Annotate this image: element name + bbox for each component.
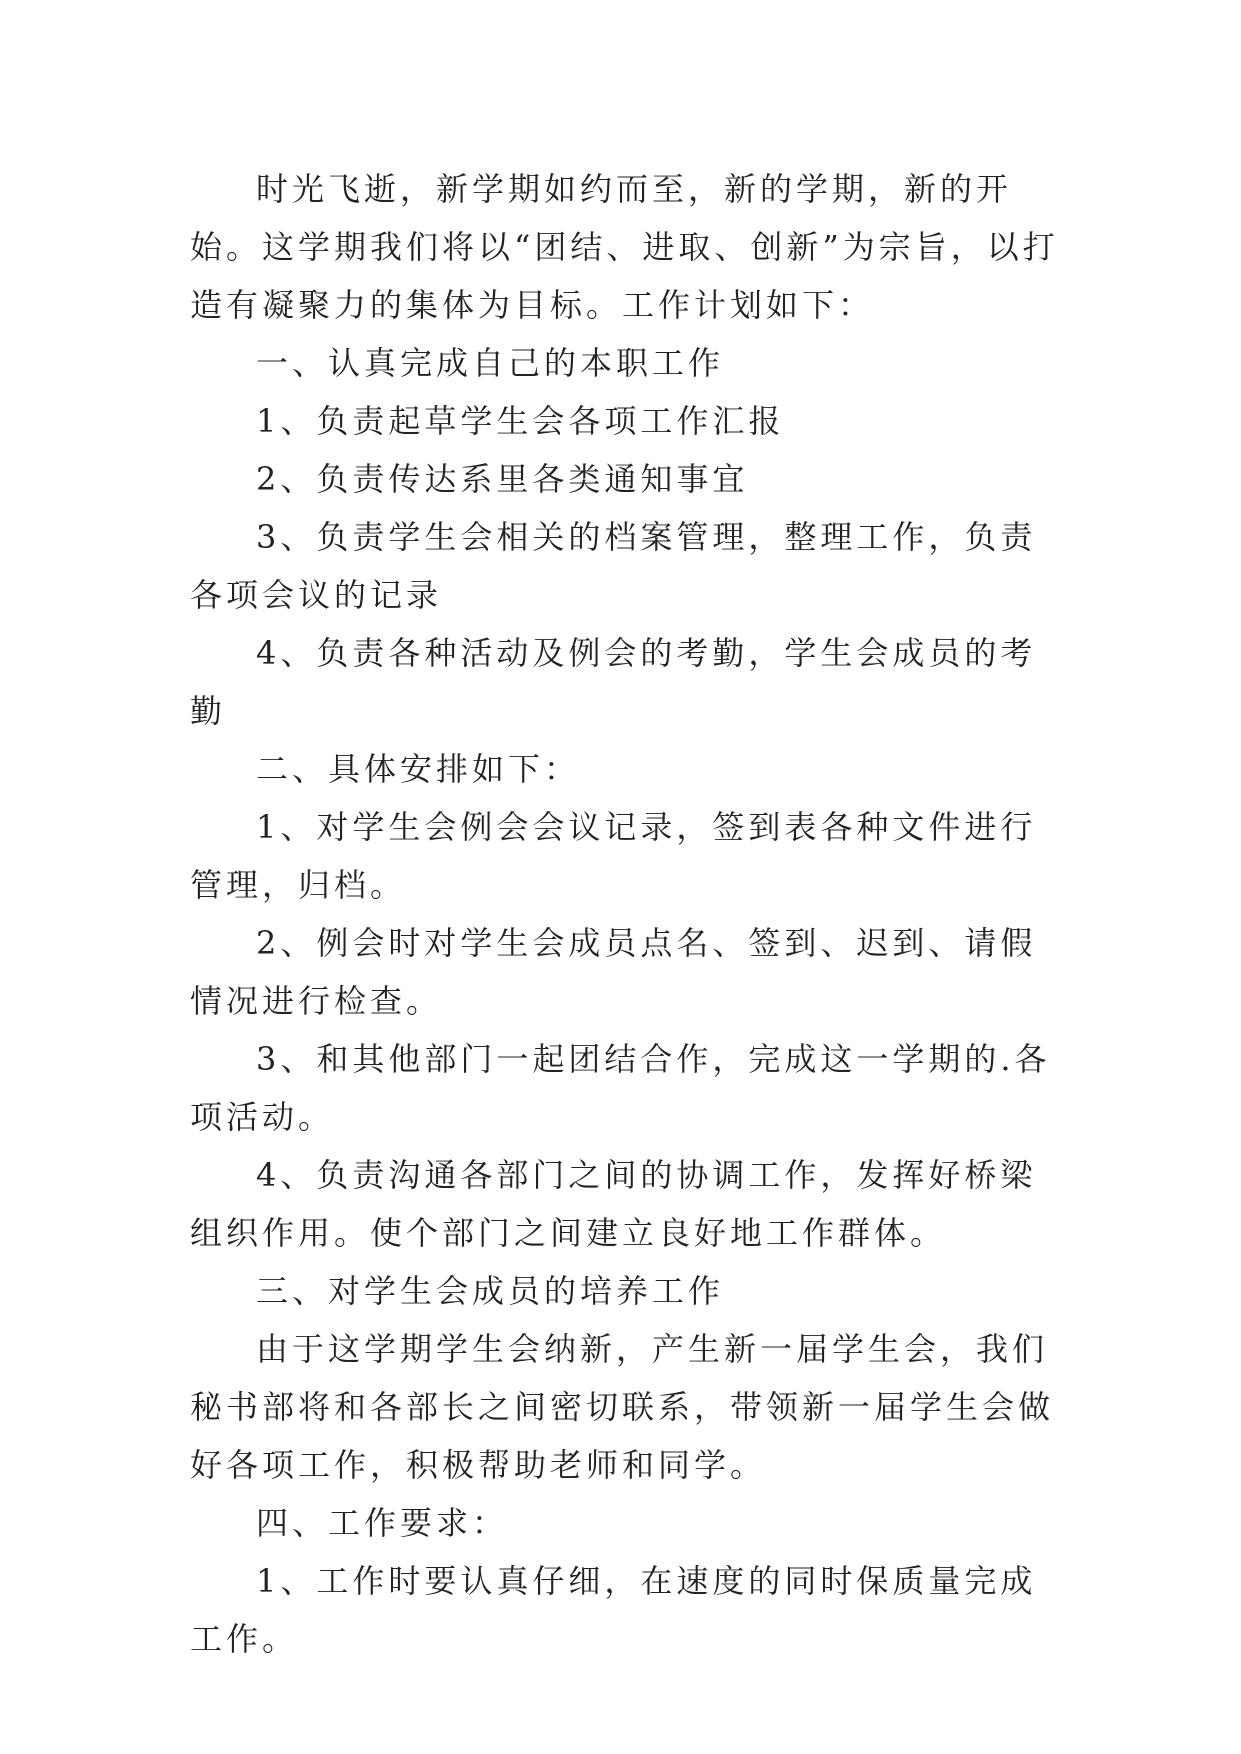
section-heading-4: 四、工作要求： <box>256 1504 509 1542</box>
paragraph-body: 由于这学期学生会纳新，产生新一届学生会，我们秘书部将和各部长之间密切联系，带领新一届学生会做好各项工作，积极帮助老师和同学。 <box>190 1330 1055 1484</box>
section-heading-2: 二、具体安排如下： <box>256 750 581 788</box>
paragraph-intro: 时光飞逝，新学期如约而至，新的学期，新的开始。这学期我们将以“团结、进取、创新”为宗旨，以打造有凝聚力的集体为目标。工作计划如下： <box>190 170 1059 324</box>
list-item: 1、工作时要认真仔细，在速度的同时保质量完成工作。 <box>190 1562 1037 1658</box>
list-item: 4、负责沟通各部门之间的协调工作，发挥好桥梁组织作用。使个部门之间建立良好地工作群体。 <box>190 1156 1037 1252</box>
document-body <box>190 160 1070 1668</box>
section-heading-1: 一、认真完成自己的本职工作 <box>256 344 725 382</box>
section-heading-3: 三、对学生会成员的培养工作 <box>256 1272 725 1310</box>
list-item: 2、负责传达系里各类通知事宜 <box>256 460 749 498</box>
list-item: 1、对学生会例会会议记录，签到表各种文件进行管理，归档。 <box>190 808 1037 904</box>
list-item: 3、和其他部门一起团结合作，完成这一学期的.各项活动。 <box>190 1040 1051 1136</box>
list-item: 1、负责起草学生会各项工作汇报 <box>256 402 785 440</box>
list-item: 3、负责学生会相关的档案管理，整理工作，负责各项会议的记录 <box>190 518 1037 614</box>
list-item: 2、例会时对学生会成员点名、签到、迟到、请假情况进行检查。 <box>190 924 1037 1020</box>
list-item: 4、负责各种活动及例会的考勤，学生会成员的考勤 <box>190 634 1037 730</box>
